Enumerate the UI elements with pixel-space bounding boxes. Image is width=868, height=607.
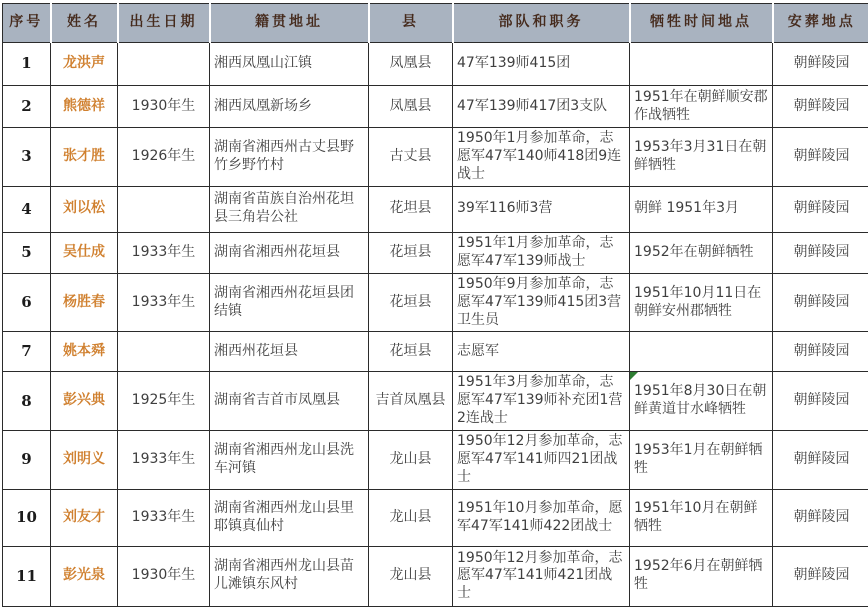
cell-county: 吉首凤凰县 bbox=[369, 372, 453, 431]
table-body bbox=[3, 43, 868, 607]
cell-burial: 朝鲜陵园 bbox=[773, 332, 868, 372]
cell-address: 湘西凤凰山江镇 bbox=[210, 43, 369, 86]
cell-county: 凤凰县 bbox=[369, 43, 453, 86]
table-header bbox=[3, 4, 868, 43]
cell-name: 刘友才 bbox=[51, 489, 118, 546]
cell-name: 姚本舜 bbox=[51, 332, 118, 372]
cell-death: 1951年10月在朝鲜牺牲 bbox=[630, 489, 773, 546]
table-row bbox=[3, 186, 868, 232]
cell-index: 10 bbox=[3, 489, 51, 546]
cell-index: 7 bbox=[3, 332, 51, 372]
cell-unit: 47军139师417团3支队 bbox=[453, 86, 630, 128]
cell-name: 彭兴典 bbox=[51, 372, 118, 431]
cell-burial: 朝鲜陵园 bbox=[773, 489, 868, 546]
cell-address: 湖南省湘西州龙山县洗车河镇 bbox=[210, 431, 369, 490]
cell-address: 湘西凤凰新场乡 bbox=[210, 86, 369, 128]
cell-burial: 朝鲜陵园 bbox=[773, 86, 868, 128]
table-row bbox=[3, 43, 868, 86]
cell-name: 吴仕成 bbox=[51, 232, 118, 273]
table-row bbox=[3, 546, 868, 606]
cell-birth: 1926年生 bbox=[118, 128, 210, 187]
column-header-address: 籍贯地址 bbox=[210, 4, 369, 43]
cell-county: 龙山县 bbox=[369, 546, 453, 606]
cell-unit: 1951年10月参加革命，愿军47军141师422团战士 bbox=[453, 489, 630, 546]
cell-birth: 1933年生 bbox=[118, 431, 210, 490]
column-header-unit: 部队和职务 bbox=[453, 4, 630, 43]
cell-index: 11 bbox=[3, 546, 51, 606]
cell-birth: 1933年生 bbox=[118, 273, 210, 332]
cell-address: 湖南省湘西州花垣县团结镇 bbox=[210, 273, 369, 332]
cell-burial: 朝鲜陵园 bbox=[773, 128, 868, 187]
cell-address: 湖南省湘西州龙山县苗儿滩镇东风村 bbox=[210, 546, 369, 606]
column-header-death: 牺牲时间地点 bbox=[630, 4, 773, 43]
table-row bbox=[3, 86, 868, 128]
cell-index: 2 bbox=[3, 86, 51, 128]
cell-death: 1952年在朝鲜牺牲 bbox=[630, 232, 773, 273]
martyrs-table bbox=[2, 3, 868, 607]
cell-unit: 47军139师415团 bbox=[453, 43, 630, 86]
cell-birth bbox=[118, 43, 210, 86]
cell-birth bbox=[118, 186, 210, 232]
column-header-burial: 安葬地点 bbox=[773, 4, 868, 43]
cell-death bbox=[630, 332, 773, 372]
table-row bbox=[3, 489, 868, 546]
table-row bbox=[3, 273, 868, 332]
column-header-name: 姓名 bbox=[51, 4, 118, 43]
cell-county: 花坦县 bbox=[369, 186, 453, 232]
cell-unit: 1950年12月参加革命，志愿军47军141师四21团战士 bbox=[453, 431, 630, 490]
table-row bbox=[3, 128, 868, 187]
cell-death: 1951年10月11日在朝鲜安州郡牺牲 bbox=[630, 273, 773, 332]
cell-address: 湖南省湘西州古丈县野竹乡野竹村 bbox=[210, 128, 369, 187]
cell-birth: 1930年生 bbox=[118, 546, 210, 606]
cell-birth bbox=[118, 332, 210, 372]
table-row bbox=[3, 332, 868, 372]
cell-unit: 39军116师3营 bbox=[453, 186, 630, 232]
cell-birth: 1925年生 bbox=[118, 372, 210, 431]
cell-index: 5 bbox=[3, 232, 51, 273]
cell-county: 花垣县 bbox=[369, 332, 453, 372]
cell-unit: 志愿军 bbox=[453, 332, 630, 372]
cell-index: 4 bbox=[3, 186, 51, 232]
cell-birth: 1933年生 bbox=[118, 232, 210, 273]
cell-index: 8 bbox=[3, 372, 51, 431]
cell-burial: 朝鲜陵园 bbox=[773, 43, 868, 86]
cell-index: 3 bbox=[3, 128, 51, 187]
cell-birth: 1933年生 bbox=[118, 489, 210, 546]
cell-county: 龙山县 bbox=[369, 431, 453, 490]
cell-burial: 朝鲜陵园 bbox=[773, 431, 868, 490]
cell-unit: 1951年1月参加革命，志愿军47军139师战士 bbox=[453, 232, 630, 273]
cell-name: 龙洪声 bbox=[51, 43, 118, 86]
cell-death: 1952年6月在朝鲜牺牲 bbox=[630, 546, 773, 606]
cell-county: 古丈县 bbox=[369, 128, 453, 187]
cell-burial: 朝鲜陵园 bbox=[773, 186, 868, 232]
cell-index: 6 bbox=[3, 273, 51, 332]
cell-burial: 朝鲜陵园 bbox=[773, 273, 868, 332]
header-row bbox=[3, 4, 868, 43]
cell-name: 彭光泉 bbox=[51, 546, 118, 606]
cell-burial: 朝鲜陵园 bbox=[773, 232, 868, 273]
column-header-index: 序号 bbox=[3, 4, 51, 43]
cell-name: 刘明义 bbox=[51, 431, 118, 490]
cell-death bbox=[630, 43, 773, 86]
cell-unit: 1951年3月参加革命，志愿军47军139师补充团1营2连战士 bbox=[453, 372, 630, 431]
cell-death: 1951年8月30日在朝鲜黄道甘水峰牺牲 bbox=[630, 372, 773, 431]
cell-burial: 朝鲜陵园 bbox=[773, 372, 868, 431]
cell-unit: 1950年1月参加革命，志愿军47军140师418团9连战士 bbox=[453, 128, 630, 187]
table-row bbox=[3, 232, 868, 273]
cell-county: 花垣县 bbox=[369, 232, 453, 273]
cell-address: 湖南省湘西州花垣县 bbox=[210, 232, 369, 273]
cell-address: 湘西州花垣县 bbox=[210, 332, 369, 372]
table-row bbox=[3, 372, 868, 431]
cell-county: 龙山县 bbox=[369, 489, 453, 546]
cell-county: 凤凰县 bbox=[369, 86, 453, 128]
cell-death: 1953年3月31日在朝鲜牺牲 bbox=[630, 128, 773, 187]
cell-index: 1 bbox=[3, 43, 51, 86]
column-header-county: 县 bbox=[369, 4, 453, 43]
cell-county: 花垣县 bbox=[369, 273, 453, 332]
cell-index: 9 bbox=[3, 431, 51, 490]
column-header-birth: 出生日期 bbox=[118, 4, 210, 43]
cell-unit: 1950年9月参加革命，志愿军47军139师415团3营卫生员 bbox=[453, 273, 630, 332]
cell-burial: 朝鲜陵园 bbox=[773, 546, 868, 606]
cell-name: 刘以松 bbox=[51, 186, 118, 232]
cell-name: 杨胜春 bbox=[51, 273, 118, 332]
cell-address: 湖南省湘西州龙山县里耶镇真仙村 bbox=[210, 489, 369, 546]
cell-death: 1953年1月在朝鲜牺牲 bbox=[630, 431, 773, 490]
cell-death: 1951年在朝鲜顺安郡作战牺牲 bbox=[630, 86, 773, 128]
table-row bbox=[3, 431, 868, 490]
cell-unit: 1950年12月参加革命，志愿军47军141师421团战士 bbox=[453, 546, 630, 606]
cell-address: 湖南省苗族自治州花坦县三角岩公社 bbox=[210, 186, 369, 232]
cell-birth: 1930年生 bbox=[118, 86, 210, 128]
cell-address: 湖南省吉首市凤凰县 bbox=[210, 372, 369, 431]
cell-name: 张才胜 bbox=[51, 128, 118, 187]
cell-name: 熊德祥 bbox=[51, 86, 118, 128]
cell-death: 朝鲜 1951年3月 bbox=[630, 186, 773, 232]
